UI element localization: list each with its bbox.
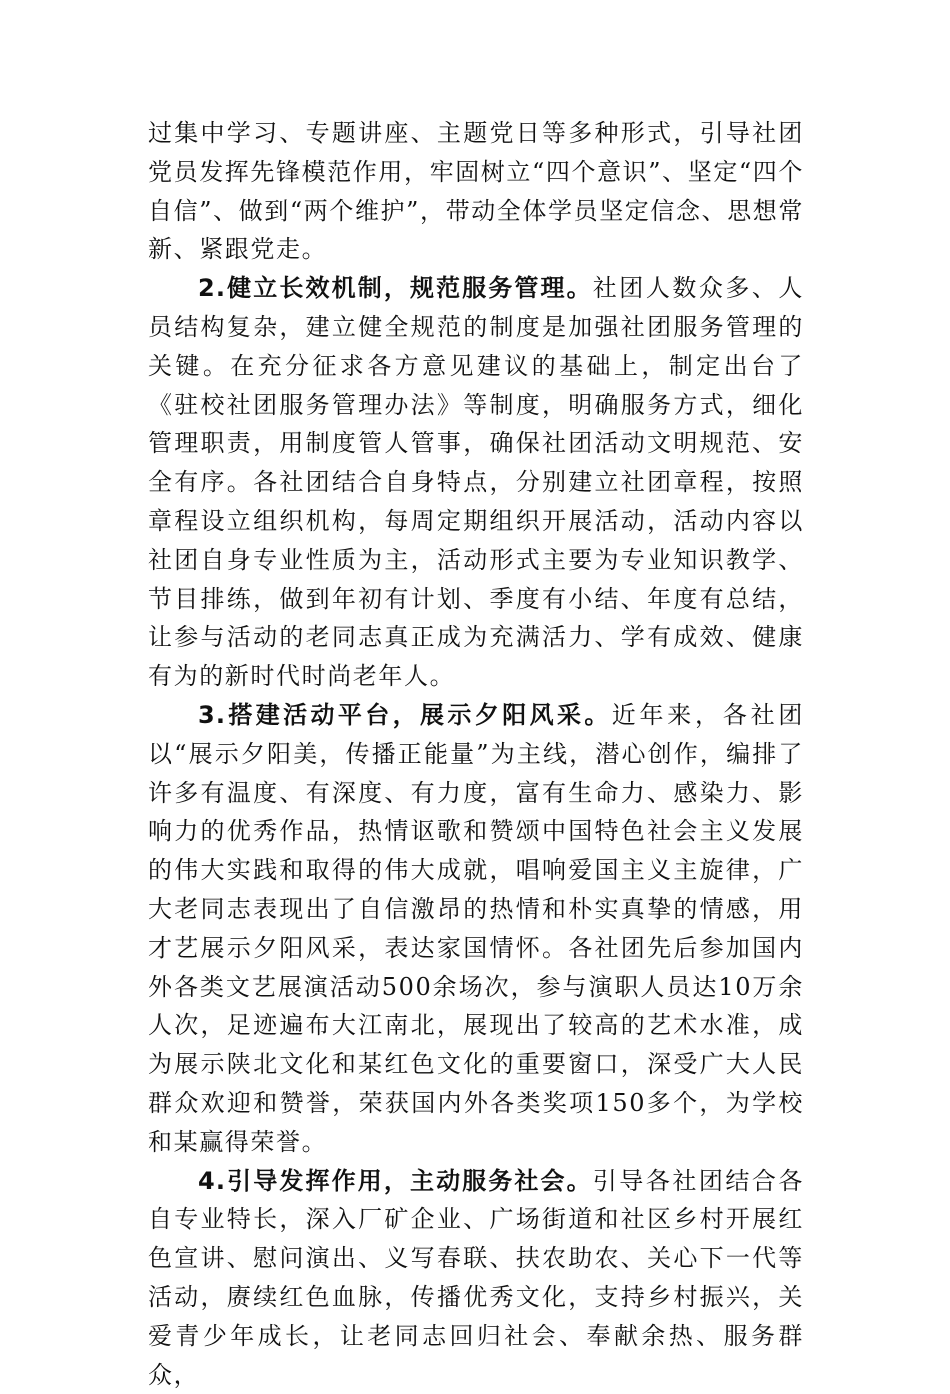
paragraph-4 [148,1162,804,1394]
document-page [148,114,804,1394]
paragraph-3-body: 近年来，各社团以“展示夕阳美，传播正能量”为主线，潜心创作，编排了许多有温度、有深度、有力度，富有生命力、感染力、影响力的优秀作品，热情讴歌和赞颂中国特色社会主义发展的伟大实践和取得的伟大成就，唱响爱国主义主旋律，广大老同志表现出了自信激昂的热情和朴实真挚的情感，用才艺展示夕阳风采，表达家国情怀。各社团先后参加国内外各类文艺展演活动500余场次，参与演职人员达10万余人次，足迹遍布大江南北，展现出了较高的艺术水准，成为展示陕北文化和某红色文化的重要窗口，深受广大人民群众欢迎和赞誉，荣获国内外各类奖项150多个，为学校和某赢得荣誉。 [148,700,804,1156]
paragraph-2-body: 社团人数众多、人员结构复杂，建立健全规范的制度是加强社团服务管理的关键。在充分征求各方意见建议的基础上，制定出台了《驻校社团服务管理办法》等制度，明确服务方式，细化管理职责，用制度管人管事，确保社团活动文明规范、安全有序。各社团结合自身特点，分别建立社团章程，按照章程设立组织机构，每周定期组织开展活动，活动内容以社团自身专业性质为主，活动形式主要为专业知识教学、节目排练，做到年初有计划、季度有小结、年度有总结，让参与活动的老同志真正成为充满活力、学有成效、健康有为的新时代时尚老年人。 [148,274,804,691]
paragraph-1-body: 过集中学习、专题讲座、主题党日等多种形式，引导社团党员发挥先锋模范作用，牢固树立“四个意识”、坚定“四个自信”、做到“两个维护”，带动全体学员坚定信念、思想常新、紧跟党走。 [148,119,805,264]
paragraph-3-heading: 3.搭建活动平台，展示夕阳风采。 [198,700,612,729]
paragraph-2 [148,269,804,696]
paragraph-4-body: 引导各社团结合各自专业特长，深入厂矿企业、广场街道和社区乡村开展红色宣讲、慰问演出、义写春联、扶农助农、关心下一代等活动，赓续红色血脉，传播优秀文化，支持乡村振兴，关爱青少年成长，让老同志回归社会、奉献余热、服务群众， [148,1166,804,1389]
paragraph-4-heading: 4.引导发挥作用，主动服务社会。 [198,1166,593,1195]
paragraph-3 [148,696,804,1162]
paragraph-2-heading: 2.健立长效机制，规范服务管理。 [198,274,593,303]
paragraph-1 [148,114,804,269]
